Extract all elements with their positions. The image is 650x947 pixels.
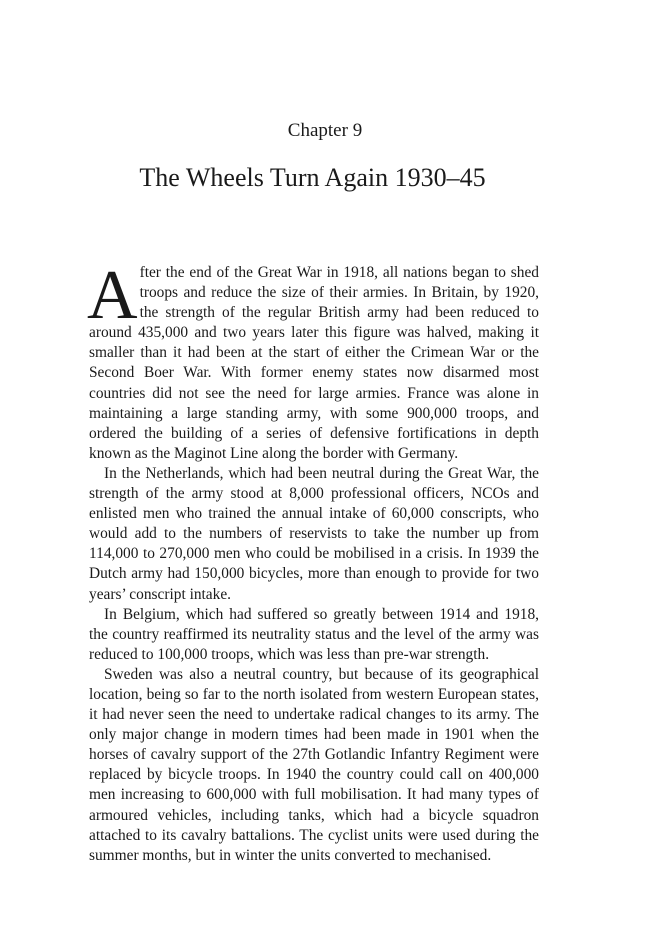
paragraph-2: In the Netherlands, which had been neutral during the Great War, the strength of the army stood at 8,000 professional officers, NCOs and enlisted men who trained the annual intake of 60,000 conscripts, who would add to the numbers of reservists to take the number up from 114,000 to 270,000 men who could be mobilised in a crisis. In 1939 the Dutch army had 150,000 bicycles, more than enough to provide for two years’ conscript intake. bbox=[89, 464, 539, 603]
drop-cap: A bbox=[87, 257, 138, 334]
chapter-title: The Wheels Turn Again 1930–45 bbox=[139, 163, 486, 192]
paragraph-3: In Belgium, which had suffered so greatly between 1914 and 1918, the country reaffirmed its neutrality status and the level of the army was reduced to 100,000 troops, which was less than pre-war strength. bbox=[89, 605, 539, 663]
paragraph-1-text: fter the end of the Great War in 1918, all nations began to shed troops and reduce the size of their armies. In Britain, by 1920, the strength of the regular British army had been reduced to around 435,000 and two years later this figure was halved, making it smaller than it had been at the start of either the Crimean War or the Second Boer War. With former enemy states now disarmed most countries did not see the need for large armies. France was alone in maintaining a large standing army, with some 900,000 troops, and ordered the building of a series of defensive fortifications in depth known as the Maginot Line along the border with Germany. bbox=[89, 264, 539, 462]
paragraph-4: Sweden was also a neutral country, but because of its geographical location, being so far to the north isolated from western European states, it had never seen the need to undertake radical changes to its army. The only major change in modern times had been made in 1901 when the horses of cavalry support of the 27th Gotlandic Infantry Regiment were replaced by bicycle troops. In 1940 the country could call on 400,000 men increasing to 600,000 with full mobilisation. It had many types of armoured vehicles, including tanks, which had a bicycle squadron attached to its cavalry battalions. The cyclist units were used during the summer months, but in winter the units converted to mechanised. bbox=[89, 665, 539, 864]
chapter-label: Chapter 9 bbox=[287, 120, 363, 141]
chapter-body bbox=[87, 257, 539, 866]
paragraph-1 bbox=[87, 257, 539, 464]
